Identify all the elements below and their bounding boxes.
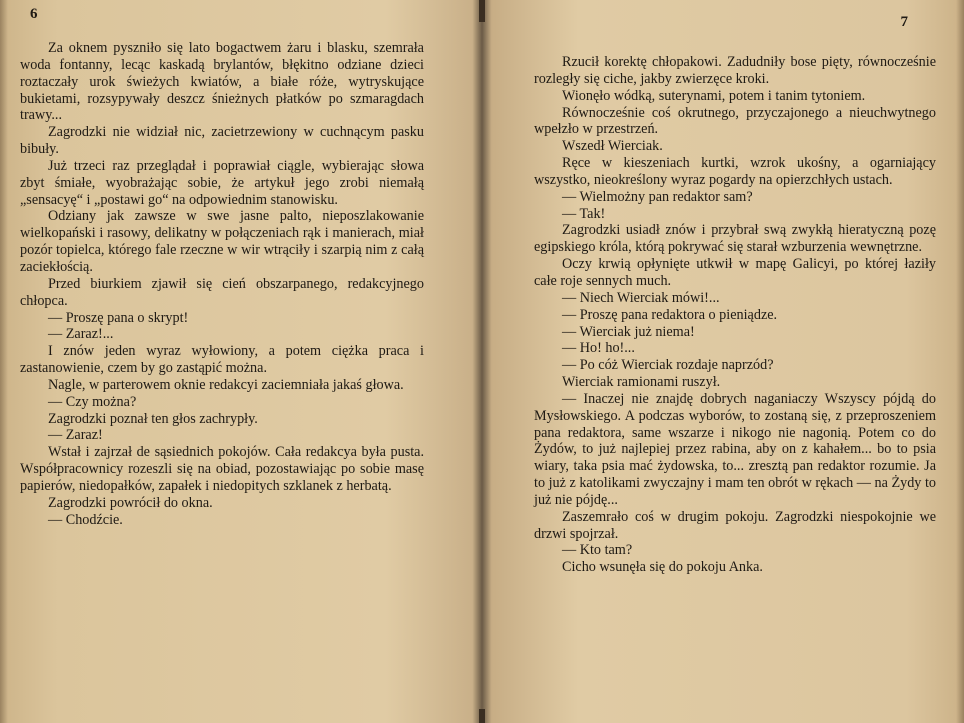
paragraph: Równocześnie coś okrutnego, przyczajonego a nieuchwytnego wpełzło w przestrzeń. [534, 104, 936, 138]
left-page-number: 6 [30, 6, 38, 22]
right-page [482, 0, 964, 723]
paragraph: Przed biurkiem zjawił się cień obszarpanego, redakcyjnego chłopca. [20, 275, 424, 309]
paragraph: Wstał i zajrzał de sąsiednich pokojów. Cała redakcya była pusta. Współpracownicy rozeszli się na obiad, pozostawiając po sobie masę papierów, niedopałków, zapałek i niedopitych szklanek z herbatą. [20, 444, 424, 494]
paragraph: Wionęło wódką, suterynami, potem i tanim tytoniem. [562, 87, 866, 104]
paragraph: Za oknem pyszniło się lato bogactwem żaru i blasku, szemrała woda fontanny, lecąc kaskadą brylantów, błękitno odziane dzieci roztaczały urok świeżych kwiatów, a białe róże, wytryskujące bukietami, rozsypywały deszcz śnieżnych płatków po szmaragdach trawy... [20, 40, 424, 124]
paragraph: Zagrodzki usiadł znów i przybrał swą zwykłą hieratyczną pozę egipskiego króla, którą pokrywać się starał wzburzenia wewnętrzne. [534, 222, 936, 256]
paragraph: Rzucił korektę chłopakowi. Zadudniły bose pięty, równocześnie rozległy się ciche, jakby zwierzęce kroki. [534, 54, 936, 87]
paragraph: — Tak! [562, 205, 606, 222]
paragraph: — Czy można? [48, 393, 137, 410]
paragraph: — Zaraz!... [48, 326, 114, 343]
paragraph: Cicho wsunęła się do pokoju Anka. [562, 559, 763, 576]
paragraph: Zagrodzki nie widział nic, zacietrzewiony w cuchnącym pasku bibuły. [20, 124, 424, 158]
paragraph: — Ho! ho!... [562, 340, 635, 357]
paragraph: Wierciak ramionami ruszył. [562, 374, 721, 391]
paragraph: Odziany jak zawsze w swe jasne palto, nieposzlakowanie wielkopański i rasowy, delikatny w połączeniach rąk i manierach, miał pozór topielca, którego fale rzeczne w wir wtrąciły i szarpią nim z całą zaciekłością. [20, 208, 424, 275]
paragraph: I znów jeden wyraz wyłowiony, a potem ciężka praca i zastanowienie, czem by go zastąpić można. [20, 343, 424, 377]
left-page-text [20, 40, 424, 528]
paragraph: — Wierciak już niema! [562, 323, 695, 340]
right-page-number: 7 [900, 14, 908, 30]
paragraph: — Kto tam? [562, 542, 633, 559]
paragraph: Nagle, w parterowem oknie redakcyi zaciemniała jakaś głowa. [48, 376, 404, 393]
paragraph: — Wielmożny pan redaktor sam? [562, 188, 753, 205]
paragraph: — Zaraz! [48, 427, 103, 444]
paragraph: Zagrodzki poznał ten głos zachrypły. [48, 410, 258, 427]
paragraph: — Proszę pana o skrypt! [48, 309, 189, 326]
paragraph: Oczy krwią opłynięte utkwił w mapę Galicyi, po której łaziły całe roje sennych much. [534, 256, 936, 289]
paragraph: Już trzeci raz przeglądał i poprawiał ciągle, wybierając słowa zbyt śmiałe, wyobrażając sobie, że artykuł jego zrobi niemałą „sensacyę“ i „postawi go“ na odpowiednim stanowisku. [20, 157, 424, 208]
paragraph: Ręce w kieszeniach kurtki, wzrok ukośny, a ogarniający wszystko, nieokreślony wyraz pogardy na opierzchłych ustach. [534, 155, 936, 188]
paragraph: Zagrodzki powrócił do okna. [48, 494, 213, 511]
paragraph: — Chodźcie. [48, 511, 123, 528]
paragraph: — Proszę pana redaktora o pieniądze. [562, 306, 778, 323]
right-page-text [534, 54, 936, 576]
paragraph: — Inaczej nie znajdę dobrych naganiaczy Wszyscy pójdą do Mysłowskiego. A podczas wyborów, to zostaną się, z przeproszeniem pana redaktora, same wszarze i nikogo nie nagonią. Potem co do Żydów, to już najlepiej przez rabina, aby on z kahałem... bo to psia wiary, taka psia mać żydowska, to... zresztą pan redaktor rozumie. Ja to już z katolikami zwyczajny i mam ten obrót w rękach — na Żydy to już nie pójdę... [534, 390, 936, 508]
paragraph: Zaszemrało coś w drugim pokoju. Zagrodzki niespokojnie we drzwi spojrzał. [534, 508, 936, 542]
paragraph: — Niech Wierciak mówi!... [562, 289, 720, 306]
paragraph: — Po cóż Wierciak rozdaje naprzód? [562, 357, 774, 374]
paragraph: Wszedł Wierciak. [562, 138, 663, 155]
